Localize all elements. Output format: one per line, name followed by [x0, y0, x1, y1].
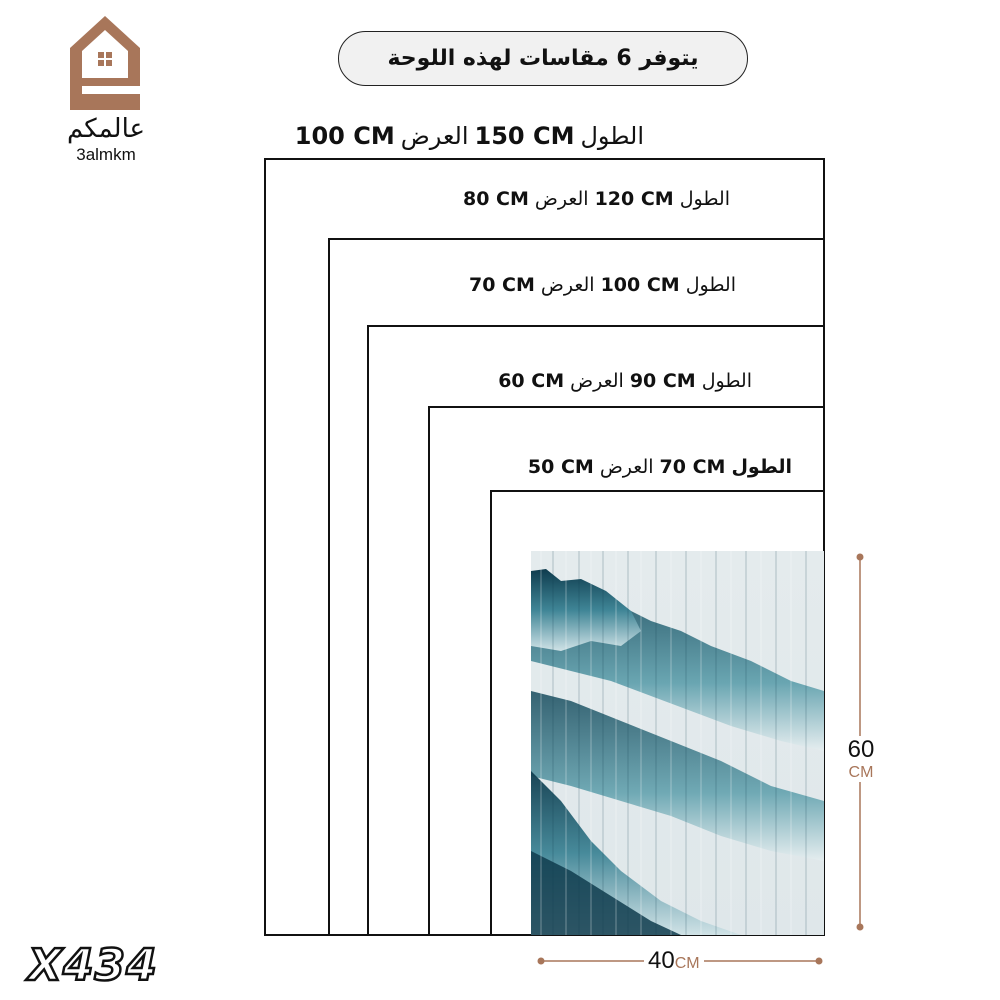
height-value: 60 [847, 736, 875, 763]
length-value: 100 CM [600, 274, 680, 296]
size-label-4 [492, 370, 752, 392]
length-value: 150 CM [474, 122, 575, 150]
width-word: العرض [400, 122, 469, 150]
width-value: 60 CM [498, 370, 565, 392]
width-word: العرض [540, 274, 595, 296]
length-word: الطول [731, 456, 792, 478]
width-value: 80 CM [462, 188, 529, 210]
width-value: 40 [648, 947, 675, 974]
width-word: العرض [570, 370, 624, 392]
product-code: X434 [28, 940, 158, 991]
length-value: 90 CM [629, 370, 696, 392]
width-value: 100 CM [294, 122, 395, 150]
width-dimension-label [644, 947, 704, 975]
size-label-3 [463, 274, 736, 296]
height-unit: CM [848, 764, 874, 781]
length-value: 70 CM [659, 456, 726, 478]
width-word: العرض [599, 456, 654, 478]
brand-name-latin: 3almkm [76, 145, 136, 164]
length-word: الطول [701, 370, 752, 392]
abstract-artwork-image [531, 551, 824, 935]
sizes-available-banner [338, 31, 748, 86]
size-label-5 [522, 456, 792, 478]
width-value: 70 CM [468, 274, 535, 296]
height-dimension-label [838, 736, 884, 782]
length-word: الطول [580, 122, 644, 150]
length-value: 120 CM [594, 188, 674, 210]
size-label-1 [289, 122, 644, 150]
length-word: الطول [685, 274, 736, 296]
brand-name-arabic: عالمكم [66, 114, 146, 144]
width-word: العرض [534, 188, 589, 210]
size-label-2 [457, 188, 730, 210]
width-value: 50 CM [527, 456, 594, 478]
length-word: الطول [679, 188, 730, 210]
banner-text: يتوفر 6 مقاسات لهذه اللوحة [387, 46, 699, 71]
width-unit: CM [674, 955, 700, 972]
brand-logo-house-icon [68, 14, 142, 110]
